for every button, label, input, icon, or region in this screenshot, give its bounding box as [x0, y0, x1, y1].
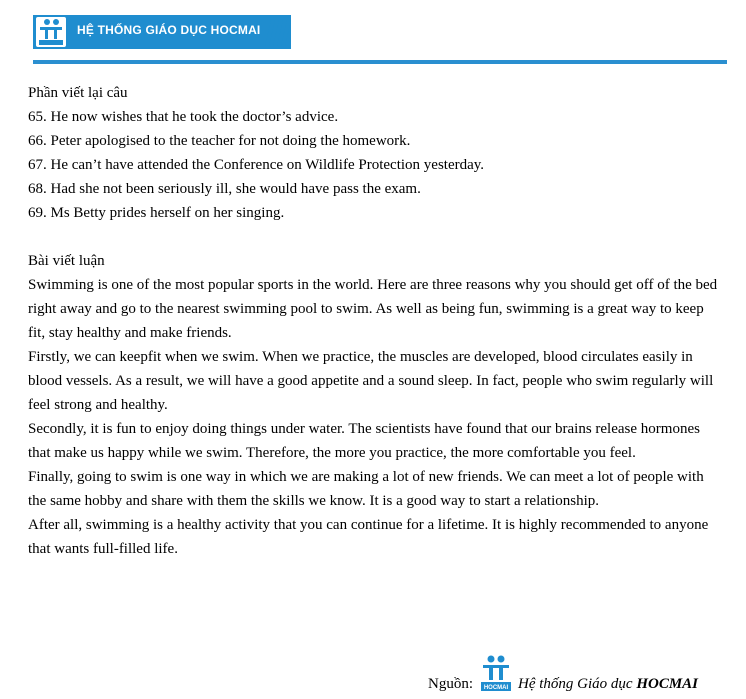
rewrite-item: 68. Had she not been seriously ill, she would have pass the exam. — [28, 181, 421, 197]
rewrite-item: 66. Peter apologised to the teacher for not doing the homework. — [28, 133, 411, 149]
header-banner — [33, 15, 291, 49]
rewrite-item: 69. Ms Betty prides herself on her singing. — [28, 205, 285, 221]
rewrite-item: 67. He can’t have attended the Conference on Wildlife Protection yesterday. — [28, 157, 485, 173]
source-brand: HOCMAI — [636, 676, 699, 692]
source-name — [518, 676, 698, 693]
source-footer — [428, 654, 718, 694]
hocmai-logo-icon — [478, 654, 514, 694]
essay-paragraph: Firstly, we can keepfit when we swim. When we practice, the muscles are developed, blood circulates easily in blood vessels. As a result, we will have a good appetite and a sound sleep. In fact, people who swim regularly will feel strong and healthy. — [28, 349, 714, 413]
rewrite-heading: Phần viết lại câu — [28, 85, 128, 101]
brand-title: HỆ THỐNG GIÁO DỤC HOCMAI — [77, 23, 261, 37]
hocmai-logo-icon — [36, 17, 66, 47]
decorative-stripes — [265, 20, 295, 46]
logo-text: HOCMAI — [483, 685, 509, 691]
essay-heading: Bài viết luận — [28, 253, 105, 269]
rewrite-item: 65. He now wishes that he took the doctor’s advice. — [28, 109, 339, 125]
essay-paragraph: After all, swimming is a healthy activity that you can continue for a lifetime. It is highly recommended to anyone that wants full-filled life. — [28, 517, 709, 557]
essay-paragraph: Swimming is one of the most popular sports in the world. Here are three reasons why you should get off of the bed right away and go to the nearest swimming pool to swim. As well as being fun, swimming is a great way to keep fit, stay healthy and make friends. — [28, 277, 718, 341]
header-divider — [33, 60, 727, 64]
source-name-text: Hệ thống Giáo dục — [518, 676, 637, 692]
section-spacer — [28, 225, 718, 249]
source-label: Nguồn: — [428, 676, 473, 692]
essay-paragraph: Finally, going to swim is one way in which we are making a lot of new friends. We can meet a lot of people with the same hobby and share with them the skills we know. It is a good way to start a relationship. — [28, 469, 704, 509]
essay-paragraph: Secondly, it is fun to enjoy doing things under water. The scientists have found that our brains release hormones that make us happy while we swim. Therefore, the more you practice, the more comfortable you feel. — [28, 421, 700, 461]
document-body — [28, 81, 718, 561]
